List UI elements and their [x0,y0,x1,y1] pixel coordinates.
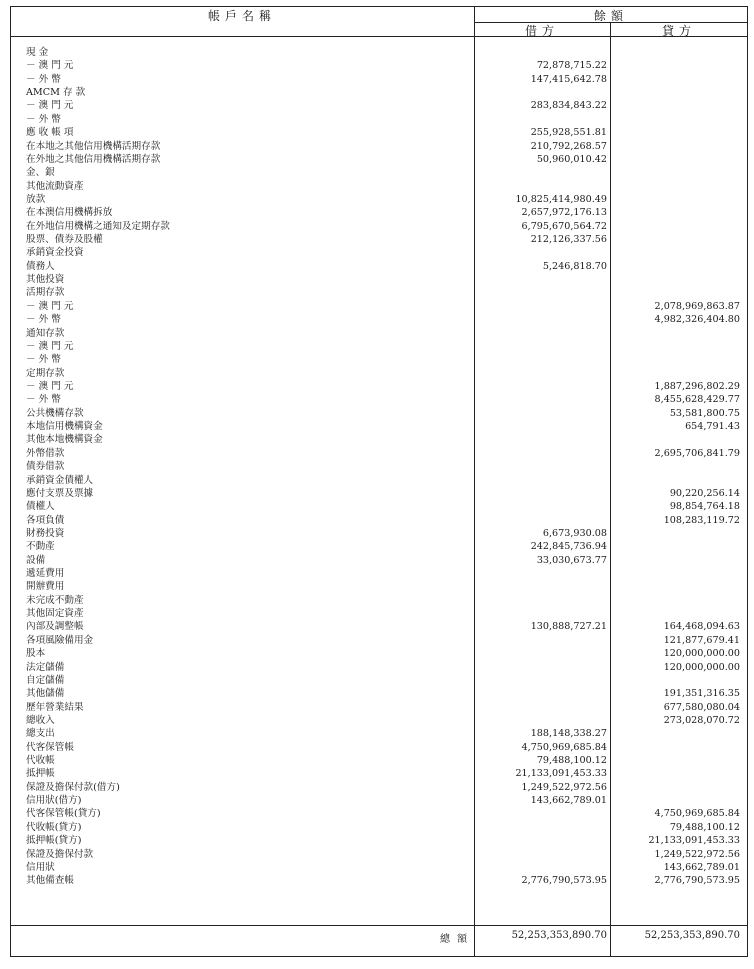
debit-amount: 2,657,972,176.13 [521,207,607,219]
debit-header: 借方 [524,24,559,38]
account-label: 債務人 [26,260,55,272]
debit-amount: 188,148,338.27 [530,728,607,740]
table-row [0,807,754,820]
credit-amount: 2,776,790,573.95 [654,875,740,887]
debit-amount: 210,792,268.57 [530,140,607,152]
credit-amount: 1,249,522,972.56 [654,848,740,860]
table-row [0,99,754,112]
table-row [0,821,754,834]
table-row [0,180,754,193]
debit-amount: 147,415,642.78 [530,73,607,85]
table-row [0,233,754,246]
table-row [0,794,754,807]
account-label: － 外 幣 [26,354,61,366]
table-row [0,380,754,393]
account-label: － 外 幣 [26,394,61,406]
account-label: － 澳 門 元 [26,300,74,312]
debit-amount: 130,888,727.21 [530,621,607,633]
account-label: － 澳 門 元 [26,100,74,112]
account-label: 債券借款 [26,461,65,473]
account-label: 承銷資金投資 [26,247,84,259]
table-row [0,674,754,687]
table-row [0,594,754,607]
debit-amount: 1,249,522,972.56 [521,781,607,793]
table-row [0,153,754,166]
account-label: 其他投資 [26,274,65,286]
account-label: 通知存款 [26,327,65,339]
table-row [0,273,754,286]
account-label: 保證及擔保付款(借方) [26,781,120,793]
account-label: 活期存款 [26,287,65,299]
table-row [0,474,754,487]
account-label: 公共機構存款 [26,407,84,419]
table-row [0,140,754,153]
account-label: 現 金 [26,47,49,58]
debit-amount: 21,133,091,453.33 [515,768,607,780]
total-label: 總 額 [440,934,470,945]
account-label: 各項負債 [26,514,65,526]
account-label: 債權人 [26,501,55,513]
account-label: 代收帳 [26,755,55,767]
debit-amount: 4,750,969,685.84 [521,741,607,753]
account-label: － 外 幣 [26,113,61,125]
credit-amount: 120,000,000.00 [663,661,740,673]
debit-amount: 242,845,736.94 [530,541,607,553]
table-row [0,340,754,353]
account-label: 本地信用機構資金 [26,421,103,433]
credit-amount: 677,580,080.04 [663,701,740,713]
account-label: 其他儲備 [26,688,65,700]
account-label: 總收入 [26,714,55,726]
table-row [0,433,754,446]
table-row [0,367,754,380]
account-label: 其他本地機構資金 [26,434,103,446]
account-label: 未完成不動產 [26,594,84,606]
table-row [0,634,754,647]
account-label: － 澳 門 元 [26,340,74,352]
credit-amount: 53,581,800.75 [669,407,740,419]
account-label: 抵押帳 [26,768,55,780]
credit-amount: 654,791.43 [685,421,740,433]
credit-amount: 2,695,706,841.79 [654,447,740,459]
table-row [0,714,754,727]
account-label: 其他備查帳 [26,875,74,887]
table-row [0,393,754,406]
credit-amount: 79,488,100.12 [669,821,740,833]
table-row [0,607,754,620]
table-row [0,353,754,366]
table-row [0,193,754,206]
table-row [0,313,754,326]
debit-amount: 283,834,843.22 [530,100,607,112]
account-label: 其他流動資產 [26,180,84,192]
table-row [0,113,754,126]
account-label: 信用狀 [26,861,55,873]
table-row [0,246,754,259]
account-label: 代客保管帳(貸方) [26,808,101,820]
credit-amount: 143,662,789.01 [663,861,740,873]
account-rows [0,46,754,888]
credit-amount: 120,000,000.00 [663,648,740,660]
account-label: 內部及調整帳 [26,621,84,633]
table-row [0,407,754,420]
credit-amount: 273,028,070.72 [663,714,740,726]
credit-amount: 1,887,296,802.29 [654,380,740,392]
table-row [0,741,754,754]
table-row [0,527,754,540]
account-label: － 外 幣 [26,73,61,85]
table-row [0,701,754,714]
debit-amount: 50,960,010.42 [536,153,607,165]
account-label: 財務投資 [26,527,65,539]
total-credit: 52,253,353,890.70 [644,930,740,941]
table-row [0,126,754,139]
account-label: 信用狀(借方) [26,795,82,807]
table-row [0,687,754,700]
account-label: 在外地信用機構之通知及定期存款 [26,220,170,232]
account-label: 股票、債券及股權 [26,234,103,246]
account-label: 代收帳(貸方) [26,821,82,833]
account-label: 金、銀 [26,167,55,179]
account-label: － 澳 門 元 [26,60,74,72]
credit-amount: 108,283,119.72 [663,514,740,526]
table-row [0,661,754,674]
credit-amount: 98,854,764.18 [669,501,740,513]
credit-amount: 164,468,094.63 [663,621,740,633]
account-label: 股本 [26,648,46,660]
account-label: － 外 幣 [26,314,61,326]
debit-amount: 255,928,551.81 [530,127,607,139]
debit-amount: 143,662,789.01 [530,795,607,807]
table-row [0,848,754,861]
debit-amount: 10,825,414,980.49 [515,193,607,205]
account-label: 開辦費用 [26,581,65,593]
account-label: 代客保管帳 [26,741,74,753]
account-label: 歷年營業結果 [26,701,84,713]
credit-amount: 191,351,316.35 [663,688,740,700]
credit-amount: 8,455,628,429.77 [654,394,740,406]
table-row [0,86,754,99]
account-label: 設備 [26,554,46,566]
table-row [0,420,754,433]
credit-amount: 4,750,969,685.84 [654,808,740,820]
credit-amount: 121,877,679.41 [663,634,740,646]
table-row [0,620,754,633]
table-row [0,514,754,527]
table-row [0,647,754,660]
table-row [0,834,754,847]
table-row [0,59,754,72]
table-row [0,580,754,593]
account-label: 承銷資金債權人 [26,474,94,486]
table-row [0,327,754,340]
table-row [0,220,754,233]
table-row [0,861,754,874]
table-row [0,286,754,299]
account-label: 應付支票及票據 [26,487,94,499]
debit-amount: 79,488,100.12 [536,755,607,767]
credit-amount: 2,078,969,863.87 [654,300,740,312]
debit-amount: 6,795,670,564.72 [521,220,607,232]
account-label: 應 收 帳 項 [26,127,74,139]
account-label: 外幣借款 [26,447,65,459]
debit-amount: 5,246,818.70 [542,260,607,272]
credit-amount: 90,220,256.14 [669,487,740,499]
account-label: 抵押帳(貸方) [26,835,82,847]
table-row [0,46,754,59]
account-name-header: 帳戶名稱 [207,9,276,23]
table-row [0,781,754,794]
account-label: 在本地之其他信用機構活期存款 [26,140,161,152]
debit-amount: 33,030,673.77 [536,554,607,566]
debit-amount: 212,126,337.56 [530,234,607,246]
account-label: 遞延費用 [26,568,65,580]
table-row [0,166,754,179]
balance-header: 餘額 [593,9,628,23]
table-row [0,567,754,580]
table-row [0,754,754,767]
account-label: 定期存款 [26,367,65,379]
account-label: 放款 [26,193,46,205]
account-label: 自定儲備 [26,674,65,686]
account-label: 在外地之其他信用機構活期存款 [26,153,161,165]
debit-amount: 72,878,715.22 [536,60,607,72]
account-label: 各項風險備用金 [26,634,94,646]
credit-header: 貸方 [661,24,696,38]
account-label: AMCM 存 款 [26,87,86,99]
table-row [0,767,754,780]
account-label: 總支出 [26,728,55,740]
total-top-line [10,925,748,926]
table-row [0,206,754,219]
table-row [0,460,754,473]
credit-amount: 4,982,326,404.80 [654,314,740,326]
account-label: 其他固定資產 [26,608,84,620]
table-row [0,73,754,86]
table-row [0,727,754,740]
account-label: 法定儲備 [26,661,65,673]
table-row [0,447,754,460]
account-label: － 澳 門 元 [26,380,74,392]
account-label: 保證及擔保付款 [26,848,94,860]
table-row [0,554,754,567]
account-label: 在本澳信用機構拆放 [26,207,113,219]
table-row [0,487,754,500]
debit-amount: 6,673,930.08 [542,527,607,539]
table-row [0,300,754,313]
table-row [0,540,754,553]
credit-amount: 21,133,091,453.33 [648,835,740,847]
debit-amount: 2,776,790,573.95 [521,875,607,887]
account-label: 不動產 [26,541,55,553]
table-row [0,874,754,887]
total-debit: 52,253,353,890.70 [511,930,607,941]
table-row [0,260,754,273]
table-row [0,500,754,513]
